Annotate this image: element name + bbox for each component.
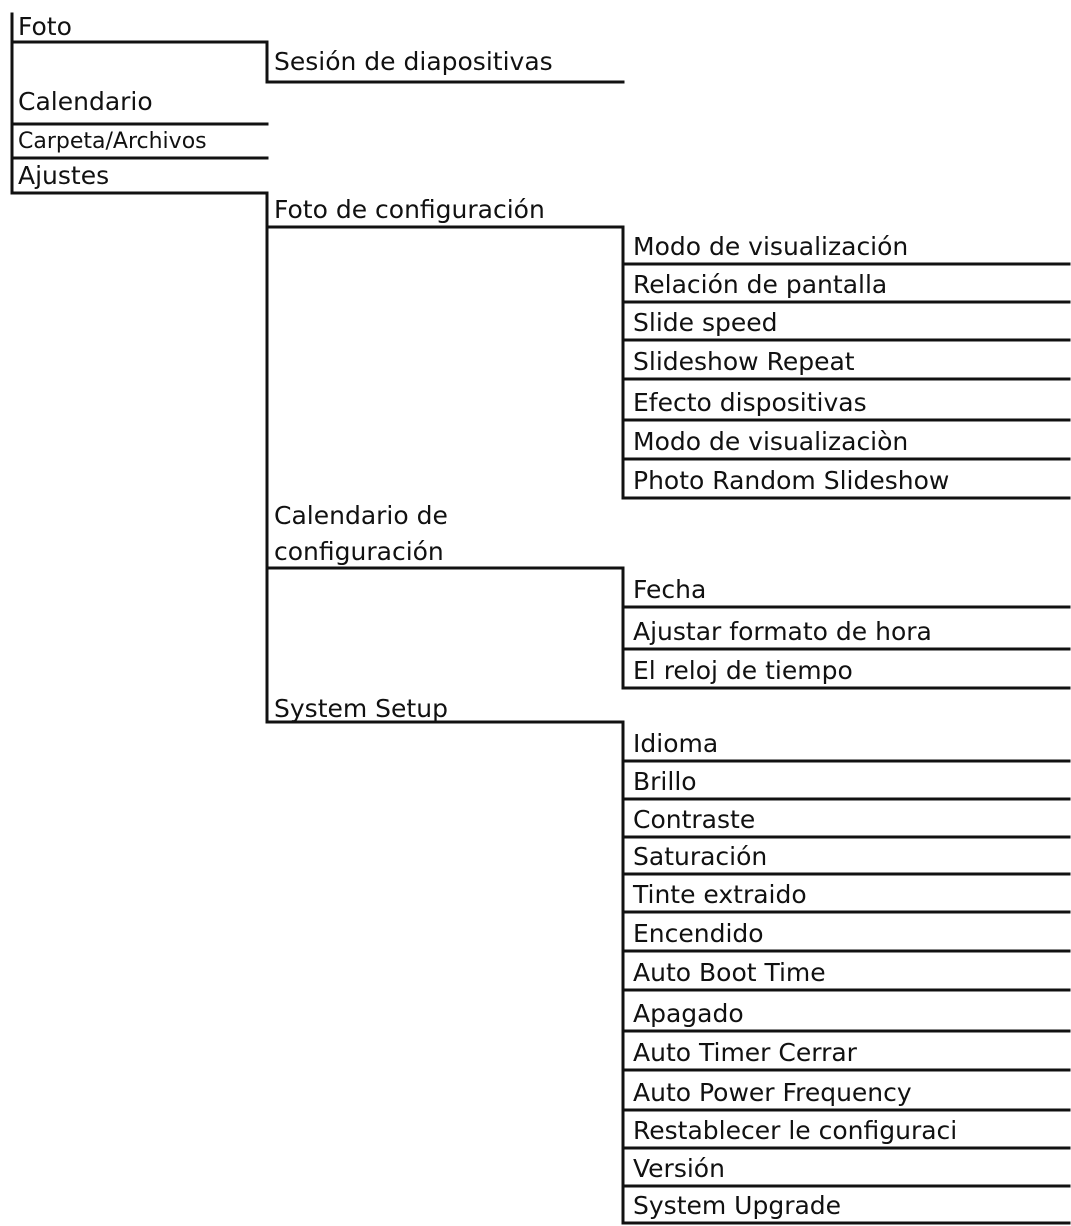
menu-item-encendido[interactable]: Encendido — [633, 919, 764, 948]
menu-item-version[interactable]: Versión — [633, 1154, 725, 1183]
menu-item-modo-de-visualizacion[interactable]: Modo de visualizaciòn — [633, 427, 909, 456]
menu-item-photo-random-slideshow[interactable]: Photo Random Slideshow — [633, 466, 950, 495]
menu-item-tinte-extraido[interactable]: Tinte extraido — [633, 880, 807, 909]
menu-item-sesion-diapositivas[interactable]: Sesión de diapositivas — [274, 47, 553, 76]
menu-item-contraste[interactable]: Contraste — [633, 805, 756, 834]
menu-item-ajustes[interactable]: Ajustes — [18, 161, 110, 190]
menu-item-efecto-dispositivas[interactable]: Efecto dispositivas — [633, 388, 867, 417]
menu-item-fecha[interactable]: Fecha — [633, 575, 707, 604]
menu-item-auto-timer-cerrar[interactable]: Auto Timer Cerrar — [633, 1038, 857, 1067]
menu-item-el-reloj-de-tiempo[interactable]: El reloj de tiempo — [633, 656, 853, 685]
menu-item-auto-power-frequency[interactable]: Auto Power Frequency — [633, 1078, 912, 1107]
menu-item-calendario[interactable]: Calendario — [18, 87, 153, 116]
menu-item-slide-speed[interactable]: Slide speed — [633, 308, 778, 337]
menu-item-ajustar-formato-de-hora[interactable]: Ajustar formato de hora — [633, 617, 932, 646]
menu-item-brillo[interactable]: Brillo — [633, 767, 697, 796]
menu-item-carpeta-archivos[interactable]: Carpeta/Archivos — [18, 129, 207, 154]
menu-item-auto-boot-time[interactable]: Auto Boot Time — [633, 958, 826, 987]
menu-item-system-setup[interactable]: System Setup — [274, 694, 448, 723]
menu-item-foto[interactable]: Foto — [18, 12, 72, 41]
menu-item-relacion-de-pantalla[interactable]: Relación de pantalla — [633, 270, 888, 299]
menu-item-slideshow-repeat[interactable]: Slideshow Repeat — [633, 347, 855, 376]
menu-item-calendario-configuracion[interactable]: Calendario de configuración — [274, 501, 448, 566]
menu-item-foto-configuracion[interactable]: Foto de configuración — [274, 195, 545, 224]
menu-item-system-upgrade[interactable]: System Upgrade — [633, 1191, 842, 1220]
menu-item-saturacion[interactable]: Saturación — [633, 842, 768, 871]
menu-item-modo-de-visualizacion[interactable]: Modo de visualización — [633, 232, 909, 261]
menu-item-apagado[interactable]: Apagado — [633, 999, 744, 1028]
menu-item-idioma[interactable]: Idioma — [633, 729, 719, 758]
menu-item-restablecer-le-configuraci[interactable]: Restablecer le configuraci — [633, 1116, 958, 1145]
